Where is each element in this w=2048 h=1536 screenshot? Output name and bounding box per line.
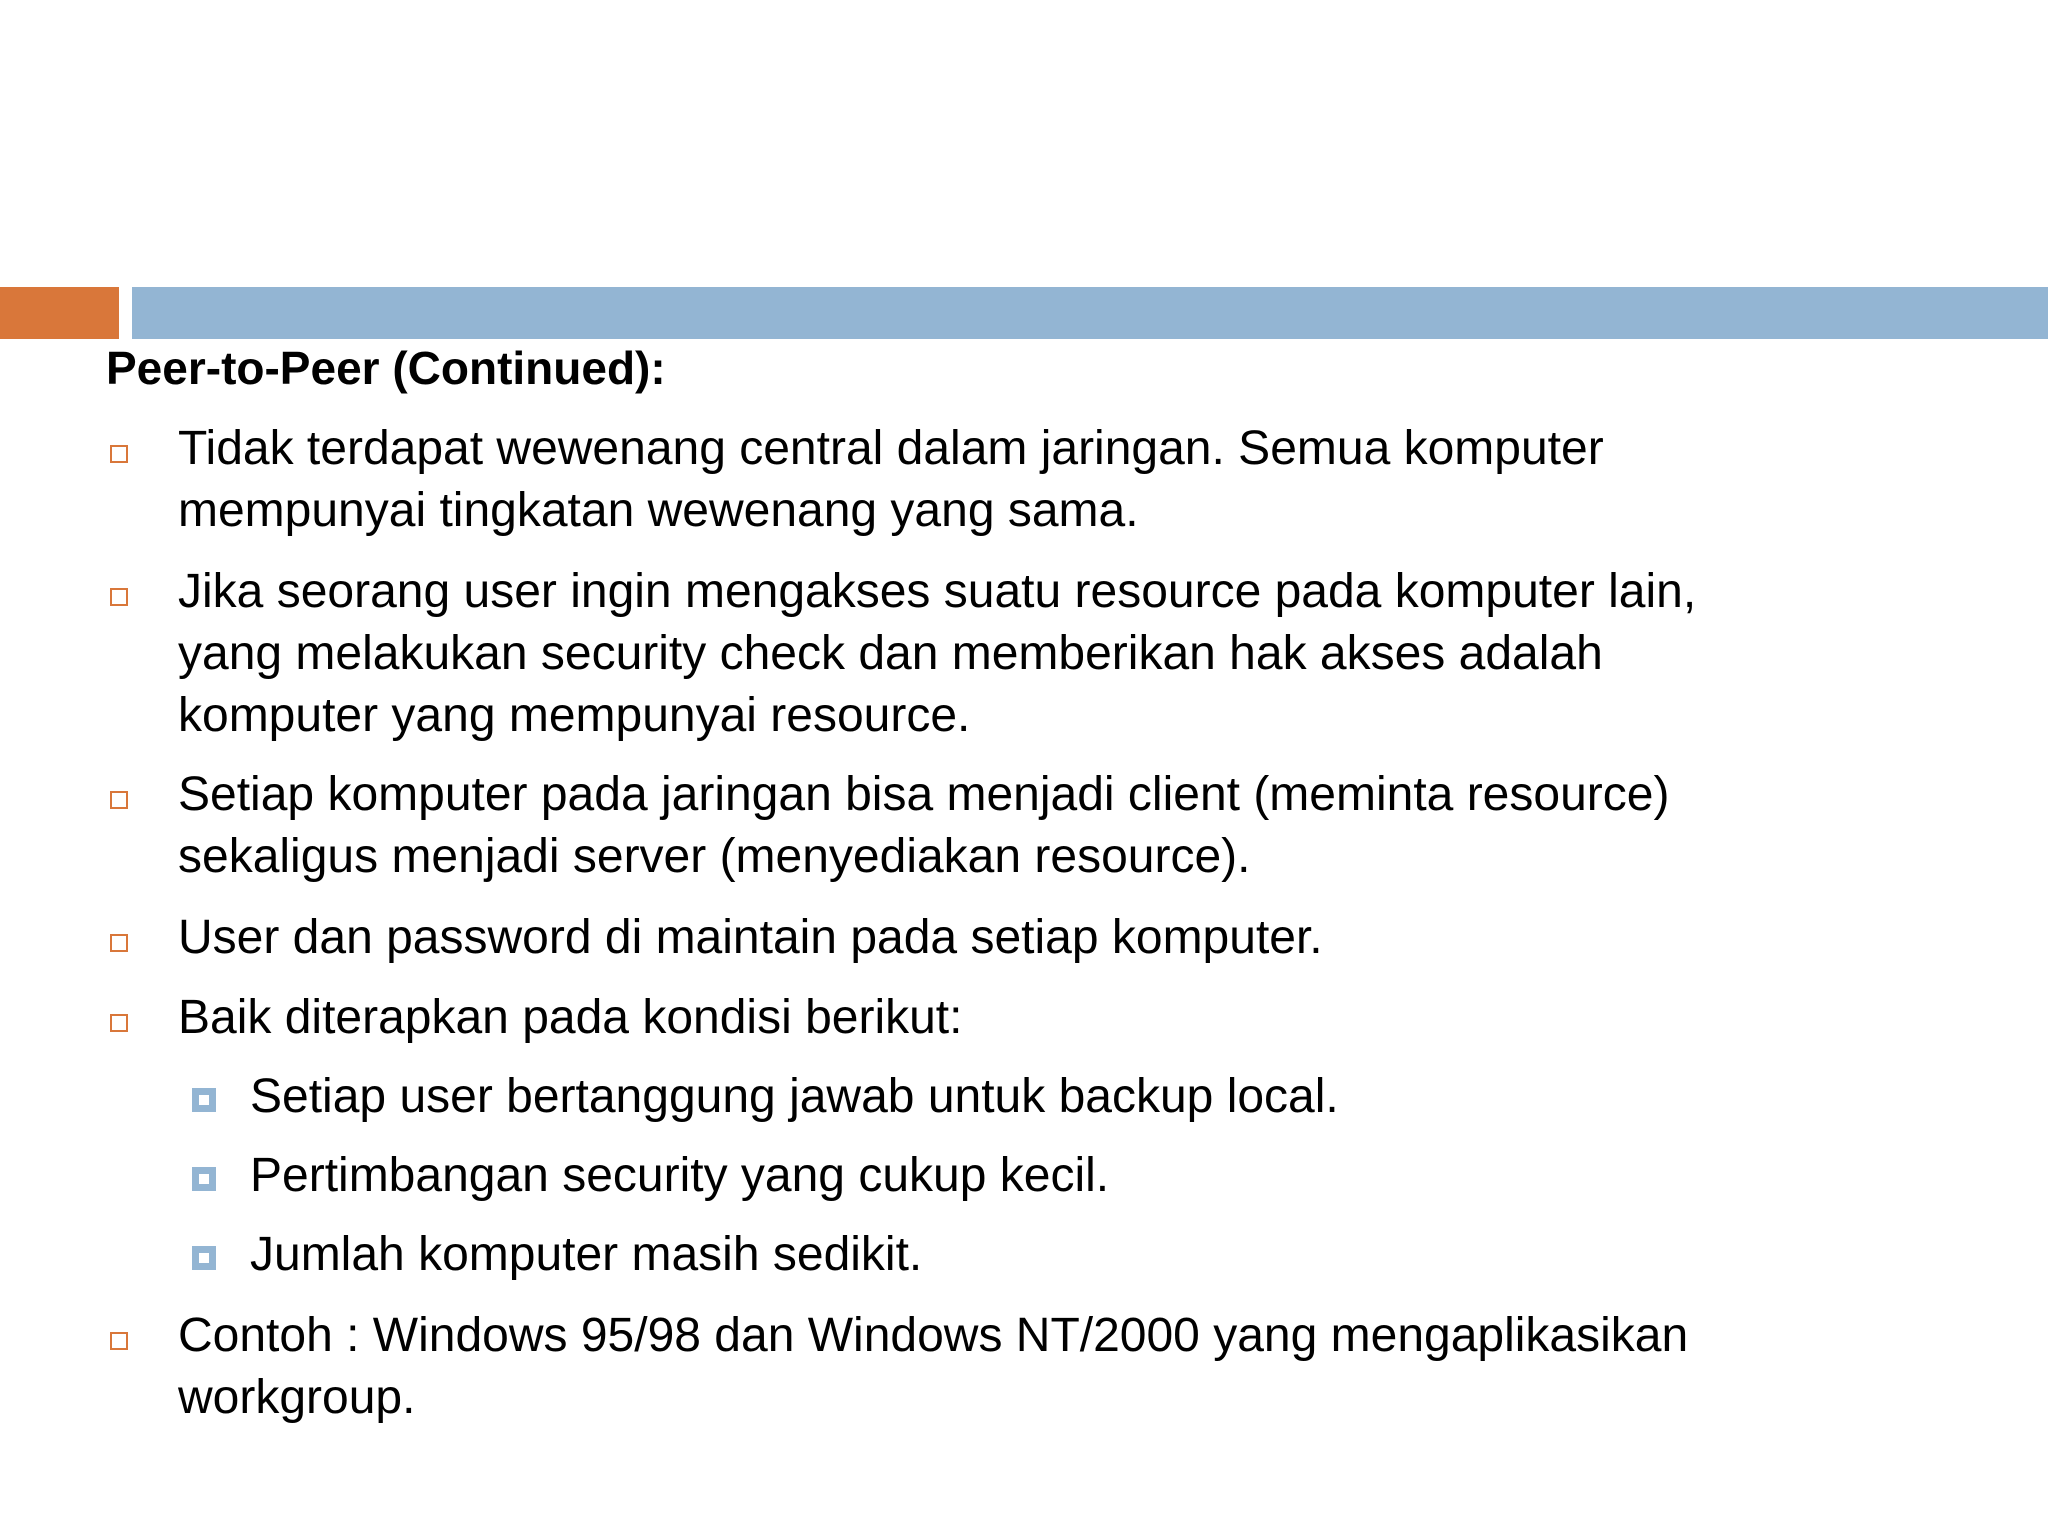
list-item-text: Tidak terdapat wewenang central dalam jaringan. Semua komputer mempunyai tingkatan wewenang yang sama. [178,422,1604,537]
square-bullet-icon [110,934,128,952]
list-item-text: Contoh : Windows 95/98 dan Windows NT/2000 yang mengaplikasikan workgroup. [178,1309,1689,1424]
list-item-text: Baik diterapkan pada kondisi berikut: [178,991,963,1044]
list-item-text: Jika seorang user ingin mengakses suatu resource pada komputer lain, yang melakukan security check dan memberikan hak akses adalah komputer yang mempunyai resource. [178,565,1697,742]
square-bullet-icon [110,588,128,606]
sub-list-item-text: Setiap user bertanggung jawab untuk backup local. [250,1070,1339,1123]
square-bullet-icon [110,445,128,463]
square-bullet-icon [110,791,128,809]
square-bullet-icon [110,1332,128,1350]
sub-list-item-text: Pertimbangan security yang cukup kecil. [250,1149,1110,1202]
list-item-text: Setiap komputer pada jaringan bisa menjadi client (meminta resource) sekaligus menjadi server (menyediakan resource). [178,768,1670,883]
slide-title: Peer-to-Peer (Continued): [106,342,666,394]
square-bullet-icon [110,1014,128,1032]
filled-square-bullet-icon [192,1088,216,1112]
list-item-text: User dan password di maintain pada setiap komputer. [178,911,1323,964]
filled-square-bullet-icon [192,1167,216,1191]
sub-list-item-text: Jumlah komputer masih sedikit. [250,1228,923,1281]
filled-square-bullet-icon [192,1246,216,1270]
